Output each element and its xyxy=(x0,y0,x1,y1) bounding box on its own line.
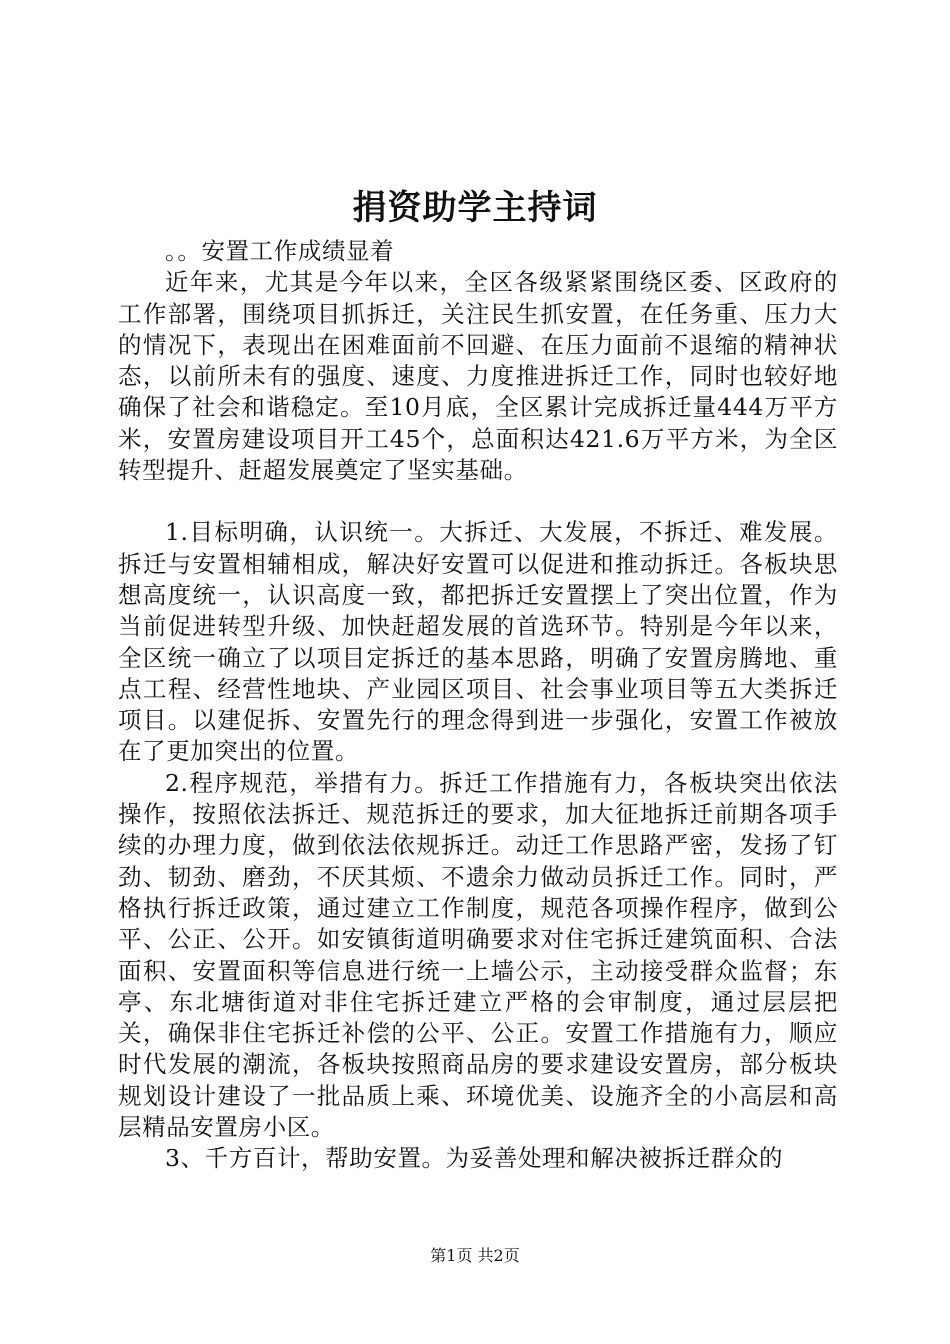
document-title: 捐资助学主持词 xyxy=(352,188,598,228)
paragraph-point-1: 1.目标明确，认识统一。大拆迁、大发展，不拆迁、难发展。拆迁与安置相辅相成，解决好安置可以促进和推动拆迁。各板块思想高度统一，认识高度一致，都把拆迁安置摆上了突出位置，作为当前促进转型升级、加快赶超发展的首选环节。特别是今年以来，全区统一确立了以项目定拆迁的基本思路，明确了安置房腾地、重点工程、经营性地块、产业园区项目、社会事业项目等五大类拆迁项目。以建促拆、安置先行的理念得到进一步强化，安置工作被放在了更加突出的位置。 xyxy=(118,518,838,766)
document-body xyxy=(118,236,838,1175)
paragraph-intro: 近年来，尤其是今年以来，全区各级紧紧围绕区委、区政府的工作部署，围绕项目抓拆迁，关注民生抓安置，在任务重、压力大的情况下，表现出在困难面前不回避、在压力面前不退缩的精神状态，以前所未有的强度、速度、力度推进拆迁工作，同时也较好地确保了社会和谐稳定。至10月底，全区累计完成拆迁量444万平方米，安置房建设项目开工45个，总面积达421.6万平方米，为全区转型提升、赶超发展奠定了坚实基础。 xyxy=(118,268,838,485)
paragraph-point-3: 3、千方百计，帮助安置。为妥善处理和解决被拆迁群众的 xyxy=(165,1144,784,1173)
paragraph-point-2: 2.程序规范，举措有力。拆迁工作措施有力，各板块突出依法操作，按照依法拆迁、规范拆迁的要求，加大征地拆迁前期各项手续的办理力度，做到依法依规拆迁。动迁工作思路严密，发扬了钉劲、韧劲、磨劲，不厌其烦、不遗余力做动员拆迁工作。同时，严格执行拆迁政策，通过建立工作制度，规范各项操作程序，做到公平、公正、公开。如安镇街道明确要求对住宅拆迁建筑面积、合法面积、安置面积等信息进行统一上墙公示，主动接受群众监督；东亭、东北塘街道对非住宅拆迁建立严格的会审制度，通过层层把关，确保非住宅拆迁补偿的公平、公正。安置工作措施有力，顺应时代发展的潮流，各板块按照商品房的要求建设安置房，部分板块规划设计建设了一批品质上乘、环境优美、设施齐全的小高层和高层精品安置房小区。 xyxy=(118,768,838,1142)
section-heading: 。。安置工作成绩显着 xyxy=(165,237,395,265)
page-number-footer: 第1页 共2页 xyxy=(430,1246,520,1265)
